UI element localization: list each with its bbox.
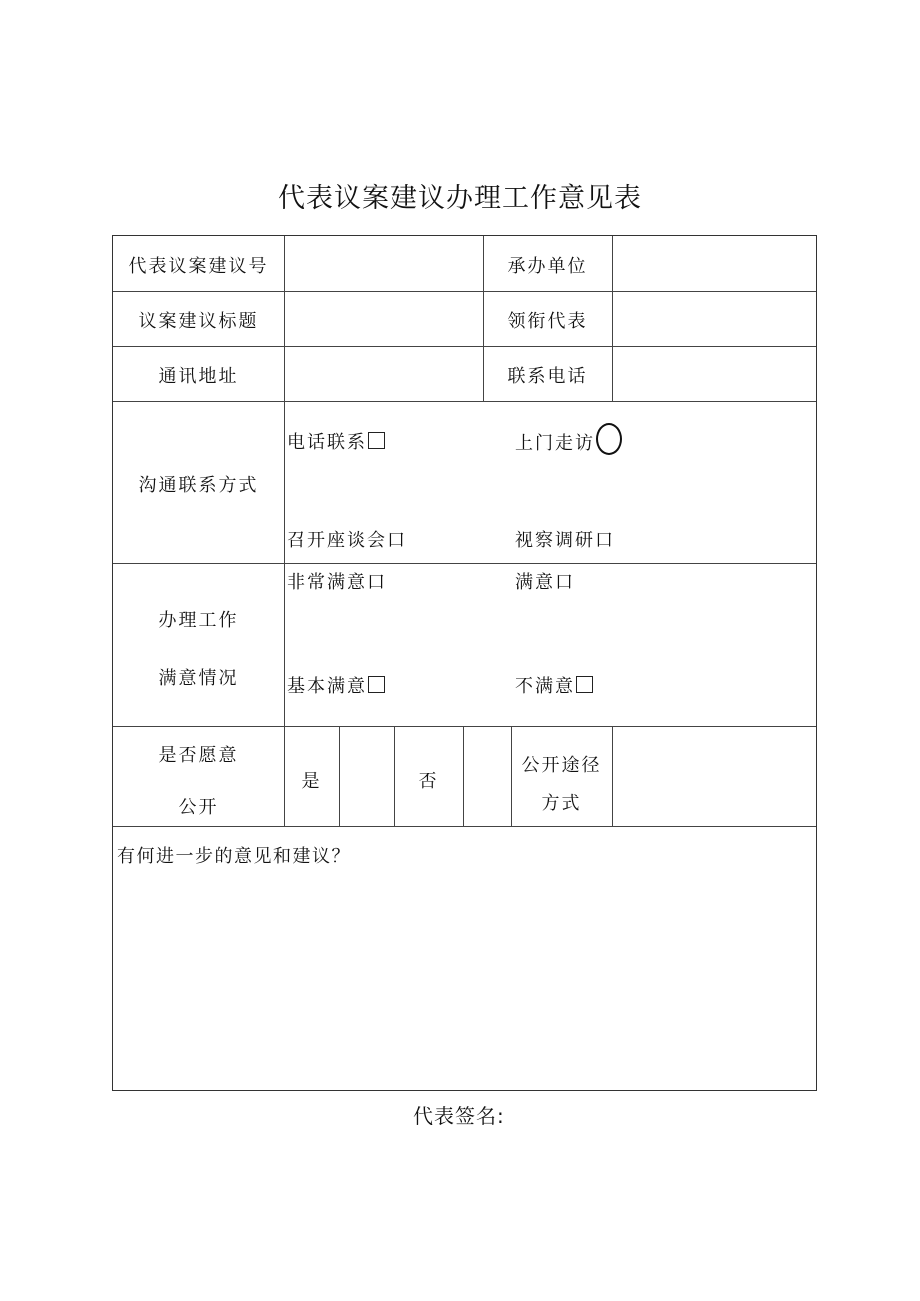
lead-representative-label: 领衔代表 bbox=[507, 311, 588, 332]
public-yes-label: 是 bbox=[301, 771, 322, 792]
contact-method-label: 沟通联系方式 bbox=[138, 475, 259, 496]
option-phone-contact[interactable] bbox=[287, 428, 385, 454]
address-label: 通讯地址 bbox=[158, 366, 239, 387]
column-divider bbox=[339, 726, 340, 826]
column-divider bbox=[284, 236, 285, 826]
handling-unit-label: 承办单位 bbox=[507, 256, 588, 277]
public-label-line2: 公开 bbox=[178, 797, 219, 818]
option-home-visit[interactable] bbox=[515, 423, 622, 455]
option-basically-satisfied[interactable] bbox=[287, 672, 385, 698]
row-divider bbox=[113, 563, 816, 564]
row-divider bbox=[113, 346, 816, 347]
option-label: 电话联系 bbox=[287, 432, 367, 453]
proposal-title-label: 议案建议标题 bbox=[138, 311, 259, 332]
row-divider bbox=[113, 826, 816, 827]
checkbox-icon[interactable] bbox=[368, 676, 385, 693]
option-unsatisfied[interactable] bbox=[515, 672, 593, 698]
form-title: 代表议案建议办理工作意见表 bbox=[278, 183, 642, 214]
option-very-satisfied[interactable]: 非常满意口 bbox=[287, 572, 387, 593]
column-divider bbox=[463, 726, 464, 826]
row-divider bbox=[113, 726, 816, 727]
public-label-line1: 是否愿意 bbox=[158, 745, 239, 766]
checkbox-icon[interactable] bbox=[368, 432, 385, 449]
public-method-label-line1: 公开途径 bbox=[521, 755, 602, 776]
row-divider bbox=[113, 401, 816, 402]
checkbox-icon[interactable] bbox=[576, 676, 593, 693]
satisfaction-label-line2: 满意情况 bbox=[158, 668, 239, 689]
public-method-label-line2: 方式 bbox=[541, 793, 582, 814]
representative-signature-label: 代表签名: bbox=[413, 1104, 505, 1128]
satisfaction-label-line1: 办理工作 bbox=[158, 610, 239, 631]
column-divider bbox=[612, 726, 613, 826]
option-inspection[interactable]: 视察调研口 bbox=[515, 530, 615, 551]
row-divider bbox=[113, 291, 816, 292]
proposal-number-label: 代表议案建议号 bbox=[128, 256, 269, 277]
phone-label: 联系电话 bbox=[507, 366, 588, 387]
circle-mark-icon[interactable] bbox=[596, 423, 622, 455]
column-divider bbox=[612, 236, 613, 401]
opinion-form-table bbox=[112, 235, 817, 1091]
option-label: 基本满意 bbox=[287, 676, 367, 697]
public-no-label: 否 bbox=[418, 771, 439, 792]
option-label: 不满意 bbox=[515, 676, 575, 697]
option-label: 上门走访 bbox=[515, 433, 595, 454]
comments-label: 有何进一步的意见和建议？ bbox=[117, 846, 351, 867]
option-symposium[interactable]: 召开座谈会口 bbox=[287, 530, 407, 551]
option-satisfied[interactable]: 满意口 bbox=[515, 572, 575, 593]
